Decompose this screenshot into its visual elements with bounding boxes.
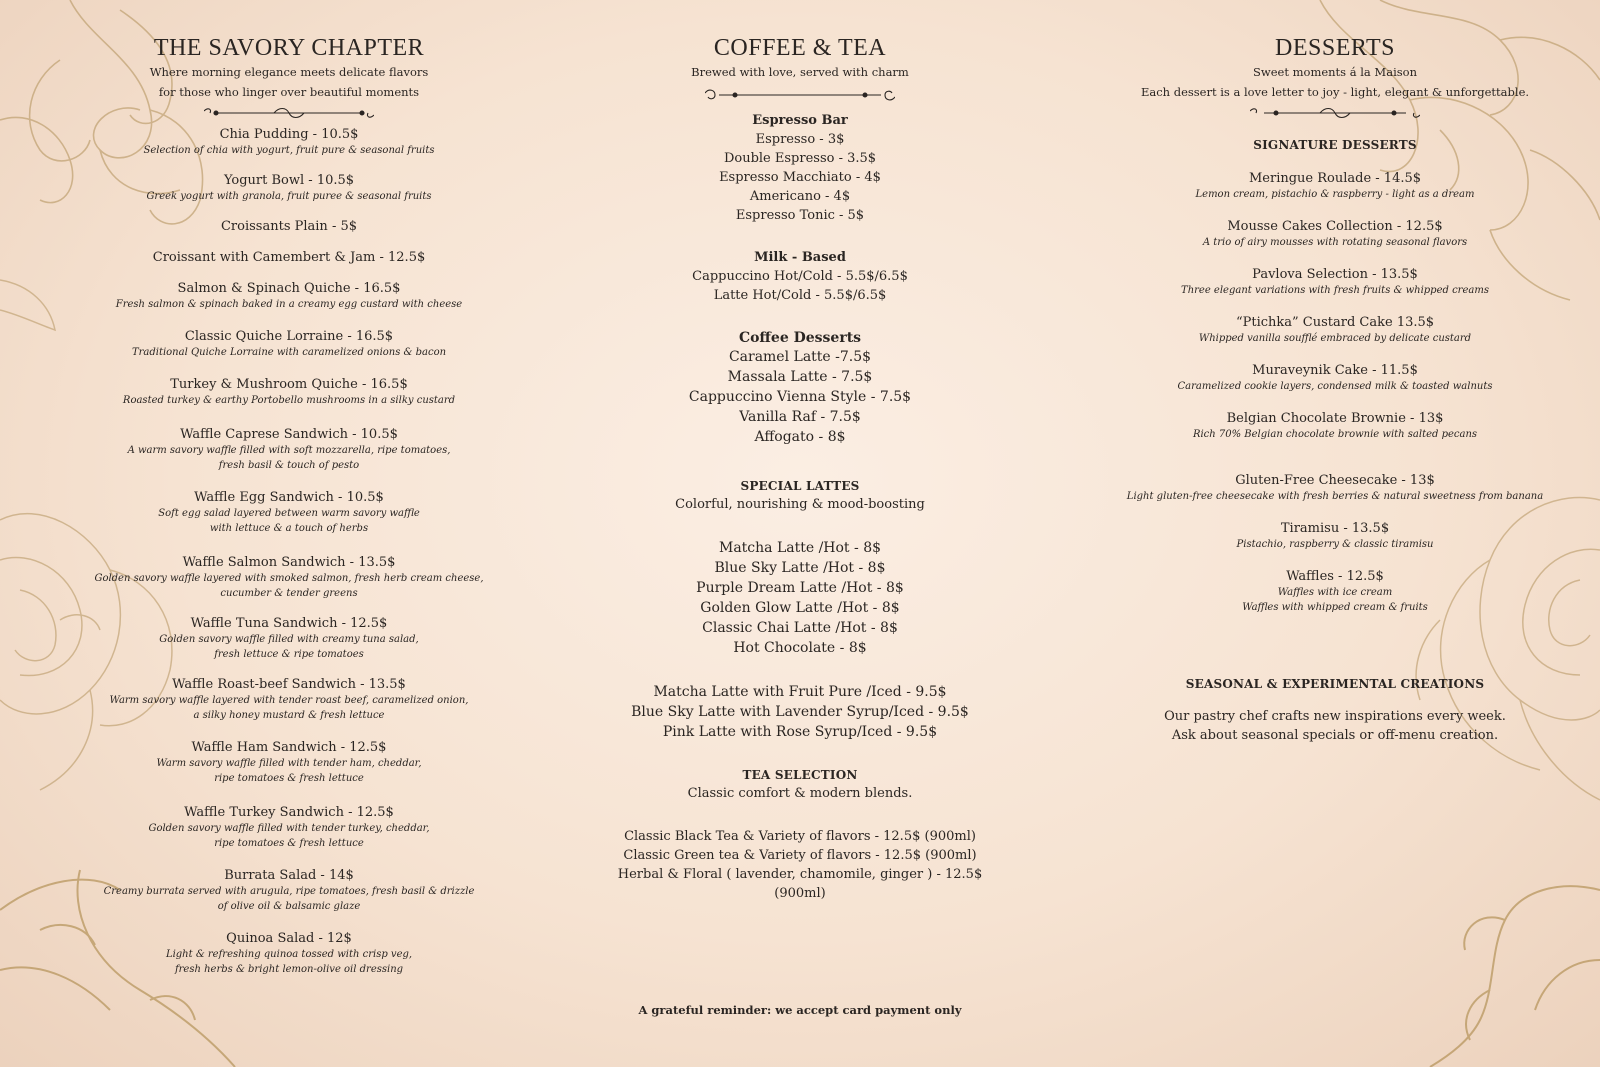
menu-item-description: Roasted turkey & earthy Portobello mushrooms in a silky custard (122, 395, 456, 406)
menu-line-item: Affogato - 8$ (754, 429, 846, 445)
menu-line-item: Classic Chai Latte /Hot - 8$ (702, 620, 898, 636)
desserts-title: DESSERTS (1275, 35, 1395, 61)
savory-subtitle-line-2: for those who linger over beautiful moments (158, 85, 420, 99)
menu-item-name: Waffle Turkey Sandwich - 12.5$ (184, 805, 394, 820)
savory-subtitle-line-1: Where morning elegance meets delicate flavors (149, 65, 429, 79)
menu-item-description: Fresh salmon & spinach baked in a creamy egg custard with cheese (115, 299, 463, 310)
menu-item-description: Greek yogurt with granola, fruit puree & seasonal fruits (146, 191, 432, 202)
menu-line-item: Pink Latte with Rose Syrup/Iced - 9.5$ (662, 724, 938, 740)
menu-line-item: Latte Hot/Cold - 5.5$/6.5$ (713, 288, 887, 303)
menu-item (88, 376, 490, 408)
menu-item-name: Waffle Salmon Sandwich - 13.5$ (182, 555, 396, 570)
menu-item (88, 867, 490, 914)
savory-item-list (88, 126, 490, 977)
menu-line-item: Blue Sky Latte with Lavender Syrup/Iced - 9.5$ (631, 704, 969, 720)
milk-based-list (590, 267, 1010, 305)
tea-selection-list (590, 827, 1010, 903)
menu-item-name: Waffle Roast-beef Sandwich - 13.5$ (172, 677, 406, 692)
menu-item-description: ripe tomatoes & fresh lettuce (214, 773, 364, 784)
menu-item (1120, 314, 1550, 346)
menu-item-description: ripe tomatoes & fresh lettuce (214, 838, 364, 849)
desserts-subtitle-line-2: Each dessert is a love letter to joy - light, elegant & unforgettable. (1140, 85, 1530, 99)
desserts-subtitle-line-1: Sweet moments á la Maison (1253, 65, 1417, 79)
seasonal-text-line-1: Our pastry chef crafts new inspirations every week. (1164, 709, 1506, 724)
menu-item (88, 489, 490, 536)
menu-line-item: Purple Dream Latte /Hot - 8$ (696, 580, 904, 596)
milk-based-heading: Milk - Based (754, 250, 846, 265)
menu-item-description: Soft egg salad layered between warm savory waffle (158, 508, 420, 519)
menu-line-item: Matcha Latte with Fruit Pure /Iced - 9.5$ (653, 684, 947, 700)
menu-item (88, 739, 490, 786)
menu-item (1120, 520, 1550, 552)
menu-item-description: Warm savory waffle filled with tender ham, cheddar, (156, 758, 422, 769)
menu-item-description: Three elegant variations with fresh fruits & whipped creams (1181, 285, 1489, 296)
menu-item-description: Golden savory waffle layered with smoked salmon, fresh herb cream cheese, (94, 573, 484, 584)
menu-item-name: Yogurt Bowl - 10.5$ (223, 173, 355, 188)
seasonal-creations-heading: SEASONAL & EXPERIMENTAL CREATIONS (1185, 677, 1485, 691)
menu-item-description: Light gluten-free cheesecake with fresh berries & natural sweetness from banana (1126, 491, 1544, 502)
menu-item-name: Salmon & Spinach Quiche - 16.5$ (177, 281, 401, 296)
tea-selection-subtitle: Classic comfort & modern blends. (687, 786, 913, 801)
menu-item (88, 249, 490, 266)
menu-line-item: Classic Black Tea & Variety of flavors - 12.5$ (900ml) (624, 829, 976, 844)
menu-item (1120, 170, 1550, 202)
menu-item (1120, 568, 1550, 615)
menu-line-item: Double Espresso - 3.5$ (723, 151, 877, 166)
coffee-desserts-list (590, 347, 1010, 447)
menu-item-name: Pavlova Selection - 13.5$ (1252, 267, 1418, 282)
desserts-section (1120, 34, 1550, 745)
menu-line-item: Golden Glow Latte /Hot - 8$ (700, 600, 900, 616)
special-lattes-subtitle: Colorful, nourishing & mood-boosting (675, 497, 925, 512)
special-lattes-heading: SPECIAL LATTES (740, 479, 860, 493)
menu-item-name: Chia Pudding - 10.5$ (219, 127, 359, 142)
menu-item-description: Lemon cream, pistachio & raspberry - light as a dream (1195, 189, 1475, 200)
menu-item-name: Quinoa Salad - 12$ (226, 931, 352, 946)
special-lattes-iced-list (590, 682, 1010, 742)
menu-line-item: Caramel Latte -7.5$ (728, 349, 872, 365)
menu-item-description: Waffles with whipped cream & fruits (1242, 602, 1428, 613)
menu-item-description: fresh herbs & bright lemon-olive oil dressing (174, 964, 404, 975)
menu-item-name: Waffle Tuna Sandwich - 12.5$ (190, 616, 388, 631)
espresso-bar-heading: Espresso Bar (752, 113, 848, 128)
menu-item (88, 172, 490, 204)
menu-item-description: Light & refreshing quinoa tossed with crisp veg, (165, 949, 413, 960)
menu-item-name: Muraveynik Cake - 11.5$ (1252, 363, 1418, 378)
menu-item-description: fresh basil & touch of pesto (218, 460, 360, 471)
menu-item (1120, 472, 1550, 504)
menu-item-name: Meringue Roulade - 14.5$ (1248, 171, 1422, 186)
menu-item (88, 426, 490, 473)
menu-item-description: with lettuce & a touch of herbs (209, 523, 369, 534)
seasonal-text-line-2: Ask about seasonal specials or off-menu creation. (1171, 728, 1499, 743)
menu-item-description: Selection of chia with yogurt, fruit pure & seasonal fruits (143, 145, 435, 156)
menu-item (88, 126, 490, 158)
menu-item-description: Traditional Quiche Lorraine with caramelized onions & bacon (131, 347, 447, 358)
menu-line-item: Blue Sky Latte /Hot - 8$ (714, 560, 886, 576)
ornamental-divider (204, 106, 374, 120)
menu-item-name: Croissant with Camembert & Jam - 12.5$ (152, 250, 426, 265)
menu-item-description: Pistachio, raspberry & classic tiramisu (1236, 539, 1434, 550)
menu-item-name: Gluten-Free Cheesecake - 13$ (1235, 473, 1435, 488)
espresso-bar-list (590, 130, 1010, 225)
coffee-desserts-heading: Coffee Desserts (738, 330, 862, 346)
coffee-title: COFFEE & TEA (713, 35, 887, 61)
menu-item (1120, 266, 1550, 298)
menu-item-description: a silky honey mustard & fresh lettuce (193, 710, 385, 721)
menu-item-name: Classic Quiche Lorraine - 16.5$ (184, 329, 394, 344)
menu-item-description: Golden savory waffle filled with creamy tuna salad, (159, 634, 419, 645)
menu-item-name: Mousse Cakes Collection - 12.5$ (1227, 219, 1443, 234)
menu-item-description: of olive oil & balsamic glaze (217, 901, 361, 912)
menu-item-description: A warm savory waffle filled with soft mozzarella, ripe tomatoes, (127, 445, 451, 456)
menu-item-name: Belgian Chocolate Brownie - 13$ (1226, 411, 1444, 426)
menu-item-name: Waffle Ham Sandwich - 12.5$ (191, 740, 387, 755)
menu-line-item: Espresso Tonic - 5$ (735, 208, 865, 223)
menu-line-item: Hot Chocolate - 8$ (733, 640, 867, 656)
menu-item (88, 554, 490, 601)
ornamental-divider (705, 88, 895, 102)
menu-item-description: Waffles with ice cream (1277, 587, 1393, 598)
menu-line-item: Americano - 4$ (749, 189, 851, 204)
menu-line-item: Classic Green tea & Variety of flavors - 12.5$ (900ml) (623, 848, 977, 863)
menu-item (1120, 410, 1550, 442)
savory-section (88, 34, 490, 993)
menu-line-item: Espresso - 3$ (755, 132, 845, 147)
menu-item-description: Creamy burrata served with arugula, ripe tomatoes, fresh basil & drizzle (103, 886, 475, 897)
menu-item (1120, 362, 1550, 394)
menu-line-item: Cappuccino Hot/Cold - 5.5$/6.5$ (692, 269, 908, 284)
menu-line-item: Massala Latte - 7.5$ (727, 369, 873, 385)
card-payment-notice: A grateful reminder: we accept card payment only (638, 1003, 962, 1017)
tea-selection-heading: TEA SELECTION (742, 768, 858, 782)
menu-item-description: fresh lettuce & ripe tomatoes (214, 649, 364, 660)
menu-line-item: Vanilla Raf - 7.5$ (739, 409, 861, 425)
menu-item-description: Whipped vanilla soufflé embraced by delicate custard (1198, 333, 1472, 344)
special-lattes-hot-list (590, 538, 1010, 658)
menu-line-item: Herbal & Floral ( lavender, chamomile, ginger ) - 12.5$ (900ml) (617, 867, 983, 901)
menu-item (88, 615, 490, 662)
menu-item-name: Croissants Plain - 5$ (220, 219, 358, 234)
menu-item-name: Waffles - 12.5$ (1286, 569, 1384, 584)
menu-item-description: A trio of airy mousses with rotating seasonal flavors (1202, 237, 1468, 248)
menu-item-name: Burrata Salad - 14$ (224, 868, 354, 883)
menu-item (88, 676, 490, 723)
menu-item-name: Waffle Egg Sandwich - 10.5$ (194, 490, 384, 505)
floral-decoration-bottom-right (1330, 850, 1600, 1067)
menu-line-item: Matcha Latte /Hot - 8$ (718, 540, 882, 556)
menu-item (88, 280, 490, 312)
menu-item-name: Turkey & Mushroom Quiche - 16.5$ (170, 377, 408, 392)
menu-item (88, 804, 490, 851)
menu-item (1120, 218, 1550, 250)
menu-line-item: Espresso Macchiato - 4$ (719, 170, 881, 185)
ornamental-divider (1250, 106, 1420, 120)
desserts-item-list (1120, 170, 1550, 615)
menu-item-description: Caramelized cookie layers, condensed milk & toasted walnuts (1177, 381, 1493, 392)
menu-item-description: Warm savory waffle layered with tender roast beef, caramelized onion, (109, 695, 469, 706)
menu-item-description: Rich 70% Belgian chocolate brownie with salted pecans (1192, 429, 1478, 440)
menu-item-name: Waffle Caprese Sandwich - 10.5$ (180, 427, 398, 442)
menu-item (88, 218, 490, 235)
menu-item-description: Golden savory waffle filled with tender turkey, cheddar, (148, 823, 430, 834)
floral-decoration-left-mid (0, 270, 80, 350)
menu-item (88, 328, 490, 360)
savory-title: THE SAVORY CHAPTER (153, 35, 425, 61)
coffee-subtitle: Brewed with love, served with charm (691, 65, 909, 79)
menu-line-item: Cappuccino Vienna Style - 7.5$ (688, 389, 912, 405)
menu-item (88, 930, 490, 977)
menu-item-name: “Ptichka” Custard Cake 13.5$ (1235, 315, 1435, 330)
menu-item-name: Tiramisu - 13.5$ (1280, 521, 1390, 536)
menu-item-description: cucumber & tender greens (220, 588, 358, 599)
signature-desserts-heading: SIGNATURE DESSERTS (1253, 138, 1417, 152)
coffee-tea-section (590, 34, 1010, 903)
